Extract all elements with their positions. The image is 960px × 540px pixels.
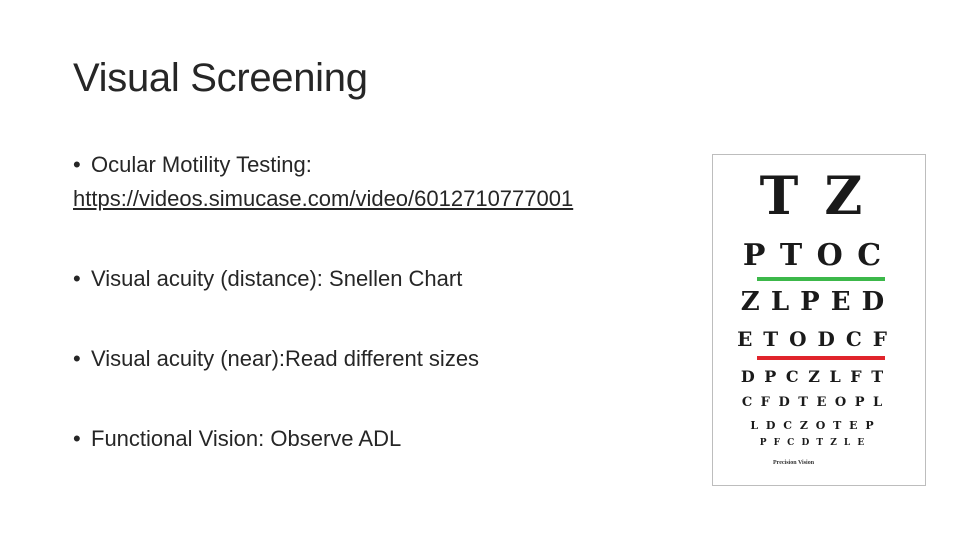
red-line-marker — [757, 356, 885, 360]
snellen-chart-image — [712, 154, 926, 486]
video-link[interactable]: https://videos.simucase.com/video/6012710777001 — [73, 186, 574, 211]
bullet-marker: • — [73, 266, 81, 291]
slide-title: Visual Screening — [73, 56, 368, 100]
chart-row: C F D T E O P L — [741, 395, 885, 410]
bullet-marker: • — [73, 426, 81, 451]
green-line-marker — [757, 277, 885, 281]
bullet-marker: • — [73, 346, 81, 371]
chart-row: P F C D T Z L E — [759, 438, 867, 448]
chart-row: L D C Z O T E P — [750, 419, 876, 432]
chart-brand-logo: Precision Vision — [773, 460, 815, 466]
bullet-text: Ocular Motility Testing: — [91, 152, 312, 177]
bullet-text: Visual acuity (distance): Snellen Chart — [91, 266, 463, 291]
chart-row: T Z — [759, 166, 867, 227]
chart-row: P T O C — [742, 238, 884, 273]
bullet-visual-acuity-near — [73, 342, 693, 376]
bullet-text: Visual acuity (near):Read different sizes — [91, 346, 480, 371]
bullet-list — [73, 148, 693, 502]
bullet-ocular-motility — [73, 148, 693, 216]
chart-row: D P C Z L F T — [740, 367, 886, 386]
chart-row: Z L P E D — [740, 287, 886, 317]
bullet-functional-vision — [73, 422, 693, 456]
bullet-text: Functional Vision: Observe ADL — [91, 426, 402, 451]
bullet-visual-acuity-distance — [73, 262, 693, 296]
chart-row: E T O D C F — [737, 327, 889, 351]
bullet-marker: • — [73, 152, 81, 177]
